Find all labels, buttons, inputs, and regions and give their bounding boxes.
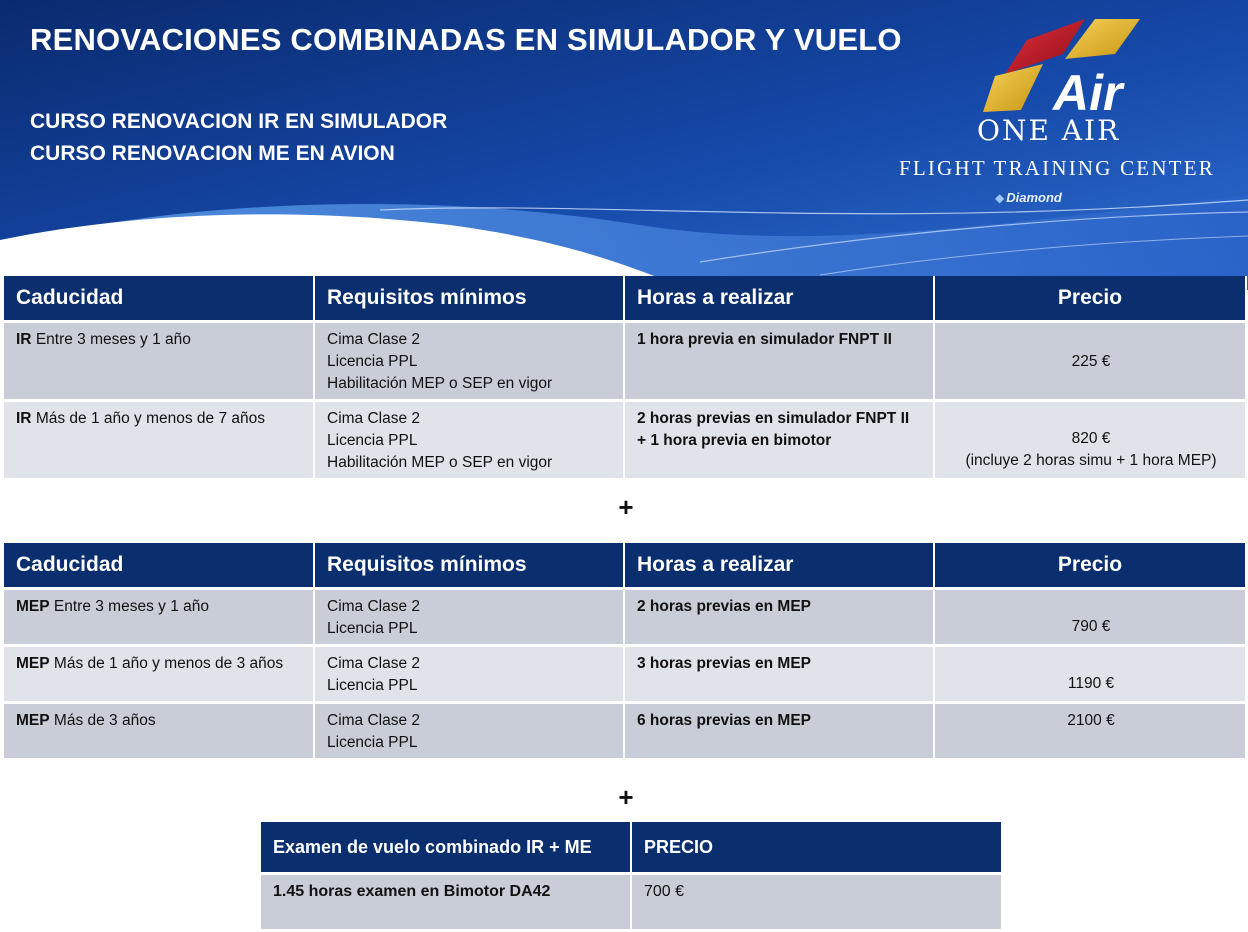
mep-renewal-table — [4, 543, 1247, 761]
req-line: Cima Clase 2 — [327, 655, 421, 672]
cell-caducidad — [4, 401, 314, 480]
cell-caducidad — [4, 646, 314, 703]
header-precio: Precio — [934, 276, 1246, 322]
page-title: RENOVACIONES COMBINADAS EN SIMULADOR Y VUELO — [30, 22, 902, 57]
exam-table — [261, 822, 1003, 932]
period-text: Entre 3 meses y 1 año — [35, 331, 191, 348]
cell-caducidad — [4, 589, 314, 646]
period-text: Entre 3 meses y 1 año — [53, 598, 209, 615]
table-row — [4, 703, 1246, 760]
cell-requisitos — [314, 703, 624, 760]
logo-name: ONE AIR — [977, 114, 1121, 147]
hours-line: 1 hora previa en simulador FNPT II — [637, 331, 892, 348]
price-value: 820 € — [1071, 430, 1111, 447]
cell-precio — [934, 322, 1246, 401]
diamond-partner-logo — [995, 190, 1062, 205]
cell-precio: 790 € — [934, 589, 1246, 646]
price-value: 225 € — [1071, 353, 1111, 370]
req-line: Licencia PPL — [327, 353, 418, 370]
header-examen: Examen de vuelo combinado IR + ME — [261, 822, 631, 874]
cell-exam-price: 700 € — [631, 874, 1002, 931]
hours-line: 2 horas previas en simulador FNPT II — [637, 410, 910, 427]
one-air-logo — [895, 14, 1225, 214]
table-row — [4, 646, 1246, 703]
plus-separator: + — [618, 492, 634, 522]
cell-horas: 6 horas previas en MEP — [624, 703, 934, 760]
cell-exam-desc: 1.45 horas examen en Bimotor DA42 — [261, 874, 631, 931]
table-row — [4, 322, 1246, 401]
period-text: Más de 3 años — [53, 712, 156, 729]
license-code: IR — [16, 331, 32, 348]
diamond-icon: ◆ — [995, 191, 1005, 205]
header-horas: Horas a realizar — [624, 543, 934, 589]
cell-precio — [934, 401, 1246, 480]
price-note: (incluye 2 horas simu + 1 hora MEP) — [965, 452, 1217, 469]
cell-horas — [624, 322, 934, 401]
header-requisitos: Requisitos mínimos — [314, 276, 624, 322]
cell-requisitos — [314, 322, 624, 401]
subtitle-me: CURSO RENOVACION ME EN AVION — [30, 142, 395, 165]
table-row — [4, 589, 1246, 646]
req-line: Habilitación MEP o SEP en vigor — [327, 454, 553, 471]
table-header-row — [4, 276, 1246, 322]
header-caducidad: Caducidad — [4, 543, 314, 589]
table-header-row — [261, 822, 1002, 874]
req-line: Cima Clase 2 — [327, 410, 421, 427]
period-text: Más de 1 año y menos de 7 años — [35, 410, 266, 427]
logo-tagline: FLIGHT TRAINING CENTER — [899, 156, 1215, 180]
cell-requisitos — [314, 401, 624, 480]
cell-horas: 2 horas previas en MEP — [624, 589, 934, 646]
req-line: Licencia PPL — [327, 677, 418, 694]
subtitle-ir: CURSO RENOVACION IR EN SIMULADOR — [30, 110, 448, 133]
header-horas: Horas a realizar — [624, 276, 934, 322]
header-precio: Precio — [934, 543, 1246, 589]
header-caducidad: Caducidad — [4, 276, 314, 322]
cell-horas: 3 horas previas en MEP — [624, 646, 934, 703]
license-code: MEP — [16, 712, 50, 729]
cell-requisitos — [314, 646, 624, 703]
diamond-text: Diamond — [1006, 190, 1062, 205]
req-line: Cima Clase 2 — [327, 598, 421, 615]
hours-line: + 1 hora previa en bimotor — [637, 432, 832, 449]
cell-precio: 2100 € — [934, 703, 1246, 760]
table-row — [261, 874, 1002, 931]
logo-brand-text: Air — [1053, 65, 1123, 121]
table-header-row — [4, 543, 1246, 589]
license-code: IR — [16, 410, 32, 427]
cell-requisitos — [314, 589, 624, 646]
req-line: Licencia PPL — [327, 432, 418, 449]
header-requisitos: Requisitos mínimos — [314, 543, 624, 589]
cell-caducidad — [4, 322, 314, 401]
req-line: Habilitación MEP o SEP en vigor — [327, 375, 553, 392]
req-line: Cima Clase 2 — [327, 331, 421, 348]
license-code: MEP — [16, 598, 50, 615]
req-line: Licencia PPL — [327, 734, 418, 751]
req-line: Licencia PPL — [327, 620, 418, 637]
plus-separator: + — [618, 782, 634, 812]
period-text: Más de 1 año y menos de 3 años — [53, 655, 284, 672]
ir-renewal-table — [4, 276, 1247, 481]
header-precio: PRECIO — [631, 822, 1002, 874]
cell-caducidad — [4, 703, 314, 760]
table-row — [4, 401, 1246, 480]
header-banner — [0, 0, 1248, 290]
cell-precio: 1190 € — [934, 646, 1246, 703]
req-line: Cima Clase 2 — [327, 712, 421, 729]
license-code: MEP — [16, 655, 50, 672]
cell-horas — [624, 401, 934, 480]
